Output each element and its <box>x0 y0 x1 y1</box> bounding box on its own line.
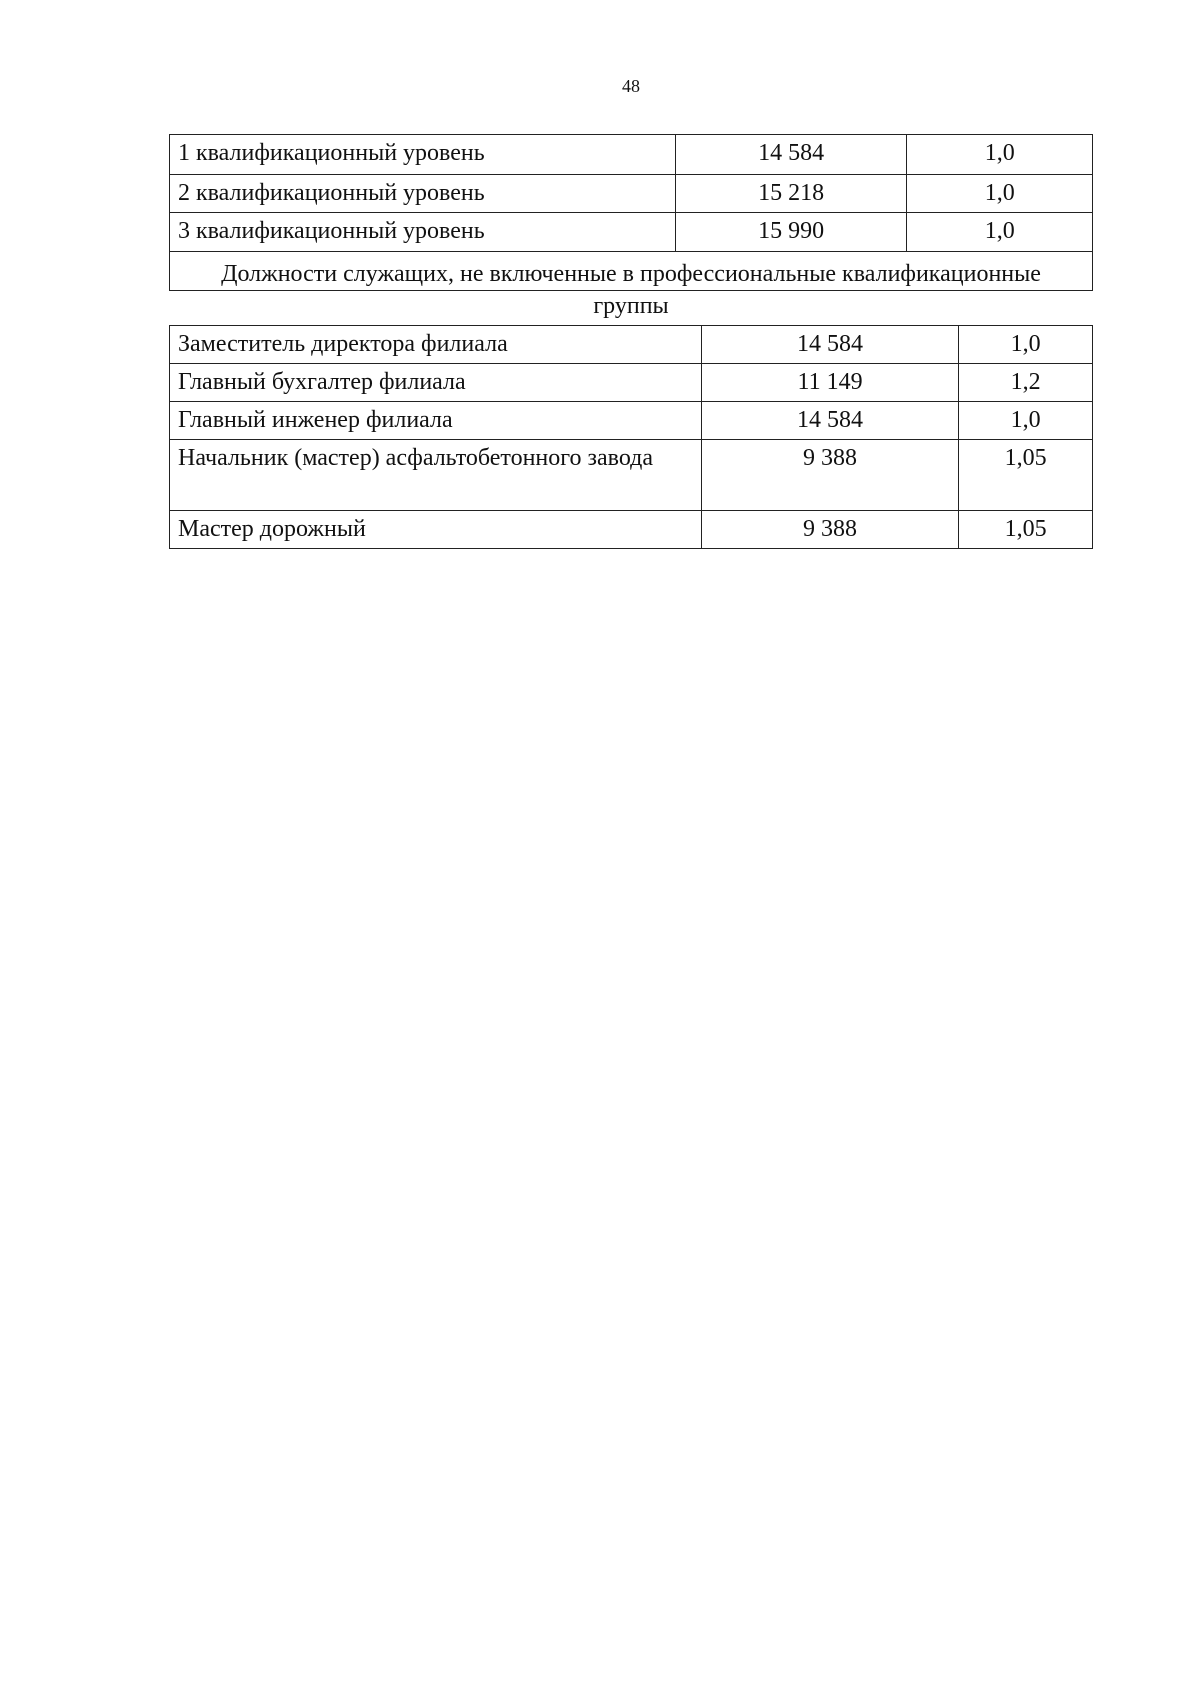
table-row <box>170 439 1092 510</box>
table-row <box>170 401 1092 439</box>
salary-cell: 11 149 <box>701 364 958 401</box>
position-name-cell: Мастер дорожный <box>178 516 366 542</box>
coefficient-cell: 1,05 <box>958 440 1092 510</box>
table-row <box>170 135 1092 174</box>
salary-cell: 15 990 <box>675 213 907 251</box>
position-name-cell: Начальник (мастер) асфальтобетонного завода <box>178 445 653 471</box>
section-heading-row <box>170 251 1092 319</box>
salary-cell: 14 584 <box>675 135 907 174</box>
position-name-cell: 1 квалификационный уровень <box>178 140 485 166</box>
salary-cell: 9 388 <box>701 440 958 510</box>
coefficient-cell: 1,2 <box>958 364 1092 401</box>
coefficient-cell: 1,0 <box>958 402 1092 439</box>
position-name-cell: 2 квалификационный уровень <box>178 180 485 206</box>
table-row <box>170 325 1092 363</box>
positions-table <box>169 325 1093 549</box>
section-heading: Должности служащих, не включенные в профессиональные квалификационные группы <box>221 261 1041 319</box>
position-name-cell: Главный инженер филиала <box>178 407 453 433</box>
coefficient-cell: 1,05 <box>958 511 1092 548</box>
salary-cell: 15 218 <box>675 175 907 212</box>
coefficient-cell: 1,0 <box>958 326 1092 363</box>
table-row <box>170 510 1092 548</box>
coefficient-cell: 1,0 <box>906 175 1092 212</box>
salary-cell: 9 388 <box>701 511 958 548</box>
position-name-cell: 3 квалификационный уровень <box>178 218 485 244</box>
position-name-cell: Заместитель директора филиала <box>178 331 508 357</box>
coefficient-cell: 1,0 <box>906 135 1092 174</box>
salary-cell: 14 584 <box>701 326 958 363</box>
salary-cell: 14 584 <box>701 402 958 439</box>
coefficient-cell: 1,0 <box>906 213 1092 251</box>
qualification-levels-table <box>169 134 1093 319</box>
table-row <box>170 212 1092 251</box>
page-number: 48 <box>622 76 640 96</box>
position-name-cell: Главный бухгалтер филиала <box>178 369 466 395</box>
table-row <box>170 363 1092 401</box>
table-row <box>170 174 1092 212</box>
